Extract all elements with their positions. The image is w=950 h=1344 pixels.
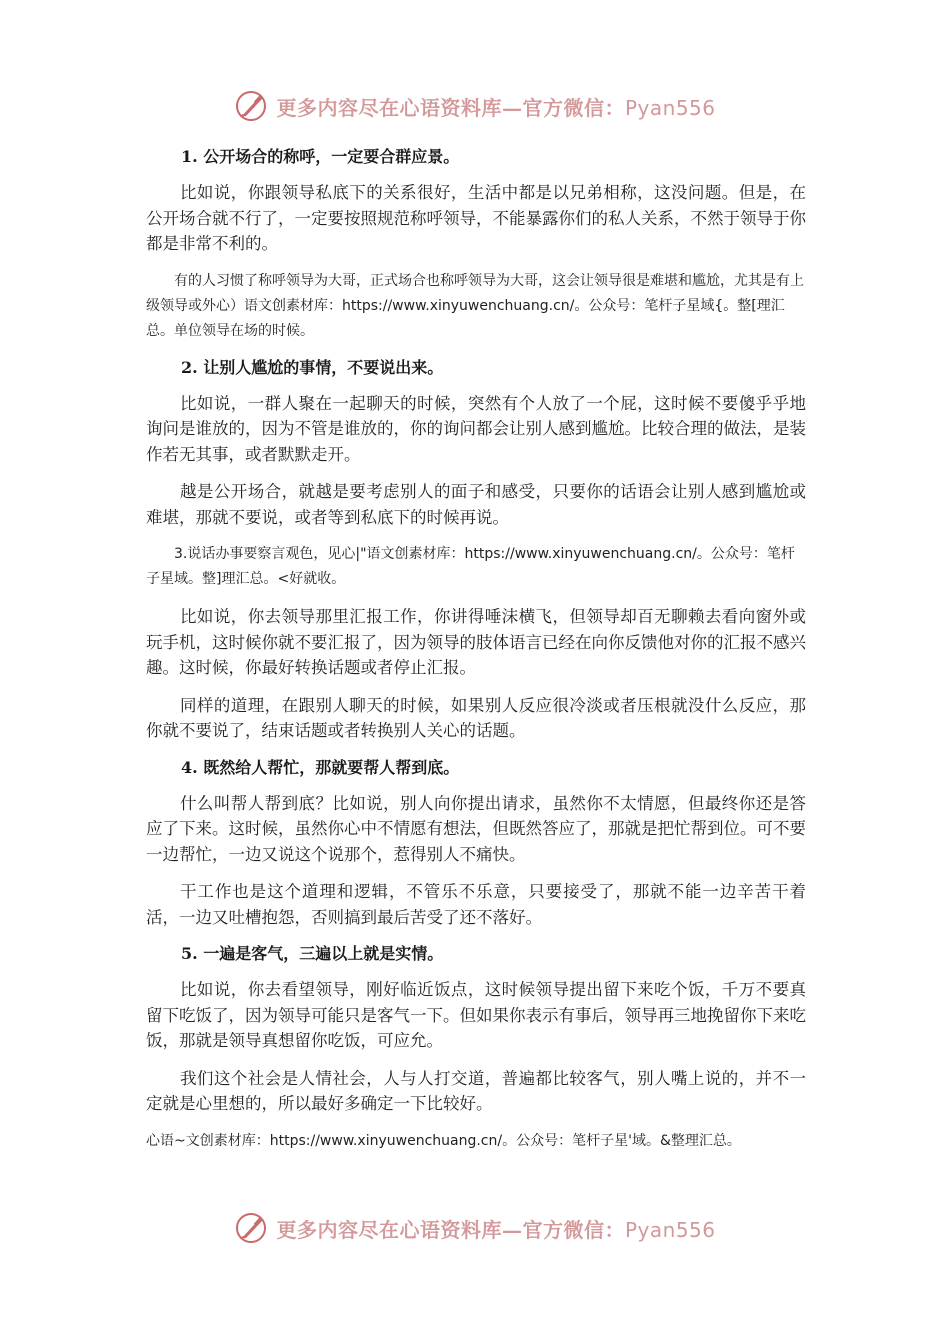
watermark-note: 3.说话办事要察言观色，见心|"语文创素材库：https://www.xinyuwenchuang.cn/。公众号：笔杆子星域。整]理汇总。<好就收。 <box>146 546 795 587</box>
header-banner <box>0 84 950 128</box>
paragraph: 同样的道理，在跟别人聊天的时候，如果别人反应很冷淡或者压根就没什么反应，那你就不要说了，结束话题或者转换别人关心的话题。 <box>146 695 806 740</box>
paragraph: 比如说，你去看望领导，刚好临近饭点，这时候领导提出留下来吃个饭，千万不要真留下吃饭了，因为领导可能只是客气一下。但如果你表示有事后，领导再三地挽留你下来吃饭，那就是领导真想留你吃饭，可应允。 <box>146 980 806 1050</box>
paragraph: 越是公开场合，就越是要考虑别人的面子和感受，只要你的话语会让别人感到尴尬或难堪，那就不要说，或者等到私底下的时候再说。 <box>146 482 806 527</box>
article-body <box>146 145 806 1166</box>
section-heading: 4. 既然给人帮忙，那就要帮人帮到底。 <box>181 757 460 777</box>
paragraph: 我们这个社会是人情社会，人与人打交道，普遍都比较客气，别人嘴上说的，并不一定就是心里想的，所以最好多确定一下比较好。 <box>146 1068 806 1113</box>
quill-logo-icon <box>234 1211 268 1245</box>
section-heading: 5. 一遍是客气，三遍以上就是实情。 <box>181 944 444 963</box>
banner-text: 更多内容尽在心语资料库—官方微信：Pyan556 <box>276 1217 716 1242</box>
footer-banner <box>0 1206 950 1250</box>
paragraph: 比如说，你去领导那里汇报工作，你讲得唾沫横飞，但领导却百无聊赖去看向窗外或玩手机，这时候你就不要汇报了，因为领导的肢体语言已经在向你反馈他对你的汇报不感兴趣。这时候，你最好转换话题或者停止汇报。 <box>146 607 806 677</box>
wechat-id: Pyan556 <box>624 1217 716 1242</box>
paragraph: 什么叫帮人帮到底？比如说，别人向你提出请求，虽然你不太情愿，但最终你还是答应了下来。这时候，虽然你心中不情愿有想法，但既然答应了，那就是把忙帮到位。可不要一边帮忙，一边又说这个说那个，惹得别人不痛快。 <box>146 793 806 864</box>
banner-text: 更多内容尽在心语资料库—官方微信：Pyan556 <box>276 95 716 120</box>
paragraph: 干工作也是这个道理和逻辑，不管乐不乐意，只要接受了，那就不能一边辛苦干着活，一边又吐槽抱怨，否则搞到最后苦受了还不落好。 <box>146 882 806 927</box>
quill-logo-icon <box>234 89 268 123</box>
section-heading: 2. 让别人尴尬的事情，不要说出来。 <box>181 357 444 377</box>
section-heading: 1. 公开场合的称呼，一定要合群应景。 <box>181 147 460 166</box>
paragraph: 比如说，一群人聚在一起聊天的时候，突然有个人放了一个屁，这时候不要傻乎乎地询问是谁放的，因为不管是谁放的，你的询问都会让别人感到尴尬。比较合理的做法，是装作若无其事，或者默默走开。 <box>146 393 806 464</box>
footer-note: 心语~文创素材库：https://www.xinyuwenchuang.cn/。公众号：笔杆子星'域。&整理汇总。 <box>146 1132 741 1149</box>
wechat-id: Pyan556 <box>624 95 716 120</box>
watermark-note: 有的人习惯了称呼领导为大哥，正式场合也称呼领导为大哥，这会让领导很是难堪和尴尬，尤其是有上级领导或外心）语文创素材库：https://www.xinyuwenchuang.cn/。公众号：笔杆子星域{。整[理汇总。单位领导在场的时候。 <box>146 272 804 339</box>
paragraph: 比如说，你跟领导私底下的关系很好，生活中都是以兄弟相称，这没问题。但是，在公开场合就不行了，一定要按照规范称呼领导，不能暴露你们的私人关系，不然于领导于你都是非常不利的。 <box>146 183 806 253</box>
